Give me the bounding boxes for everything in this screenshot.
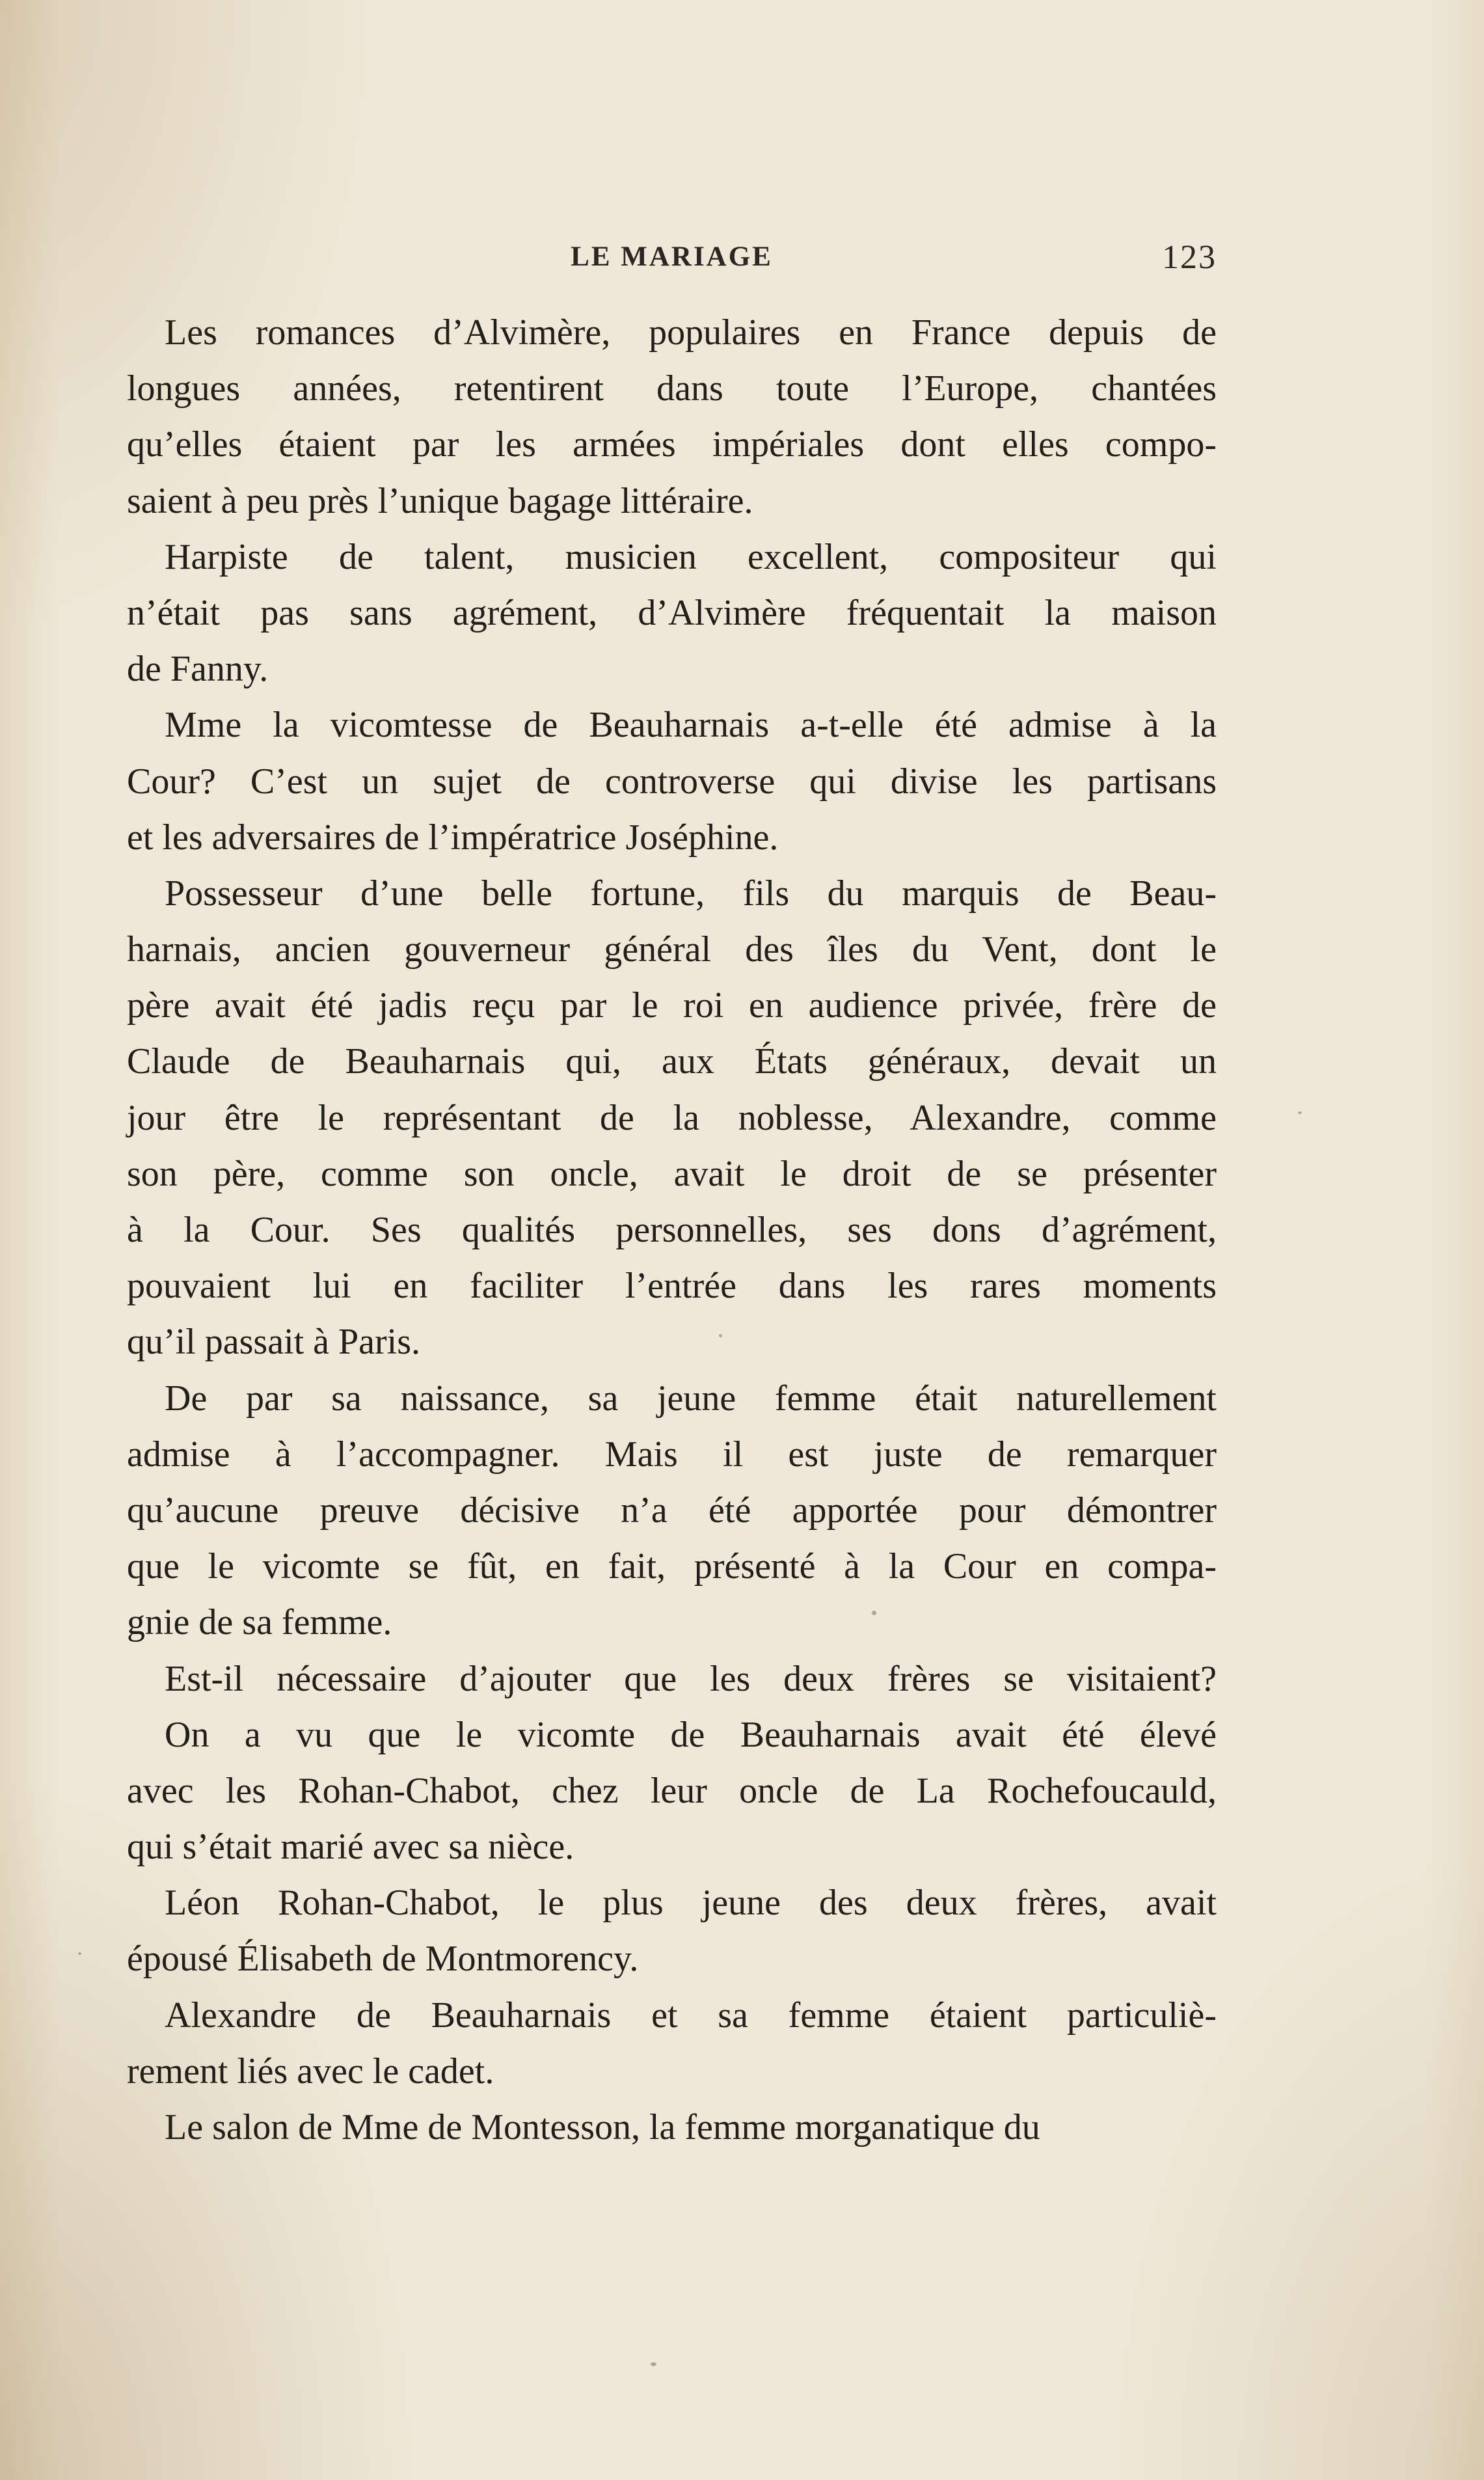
text-line: gnie de sa femme. xyxy=(127,1602,392,1643)
text-line: à la Cour. Ses qualités personnelles, ses dons d’agrément, xyxy=(127,1210,1217,1250)
text-line: Cour? C’est un sujet de controverse qui divise les partisans xyxy=(127,761,1217,802)
text-line: De par sa naissance, sa jeune femme était naturellement xyxy=(165,1378,1217,1419)
running-head xyxy=(127,241,1217,280)
text-line: qui s’était marié avec sa nièce. xyxy=(127,1827,574,1868)
text-line: pouvaient lui en faciliter l’entrée dans les rares moments xyxy=(127,1266,1217,1307)
text-line: saient à peu près l’unique bagage littéraire. xyxy=(127,480,753,521)
running-title: LE MARIAGE xyxy=(571,241,773,272)
paper-speck xyxy=(872,1611,876,1615)
text-line: et les adversaires de l’impératrice Joséphine. xyxy=(127,817,779,858)
text-line: jour être le représentant de la noblesse, Alexandre, comme xyxy=(127,1097,1217,1138)
text-line: Les romances d’Alvimère, populaires en France depuis de xyxy=(165,312,1217,353)
text-line: qu’elles étaient par les armées impériales dont elles compo- xyxy=(127,424,1217,465)
text-line: qu’aucune preuve décisive n’a été apportée pour démontrer xyxy=(127,1490,1217,1531)
body-text xyxy=(127,305,1217,2155)
text-line: père avait été jadis reçu par le roi en audience privée, frère de xyxy=(127,985,1217,1026)
text-line: admise à l’accompagner. Mais il est juste de remarquer xyxy=(127,1434,1217,1475)
text-line: harnais, ancien gouverneur général des îles du Vent, dont le xyxy=(127,929,1217,970)
text-line: qu’il passait à Paris. xyxy=(127,1322,421,1363)
text-line: Harpiste de talent, musicien excellent, compositeur qui xyxy=(165,536,1217,577)
text-line: épousé Élisabeth de Montmorency. xyxy=(127,1939,639,1980)
text-line: n’était pas sans agrément, d’Alvimère fréquentait la maison xyxy=(127,592,1217,633)
text-line: que le vicomte se fût, en fait, présenté à la Cour en compa- xyxy=(127,1546,1217,1587)
text-line: Alexandre de Beauharnais et sa femme étaient particuliè- xyxy=(165,1995,1217,2036)
page-number: 123 xyxy=(1162,239,1217,276)
text-line: Léon Rohan-Chabot, le plus jeune des deux frères, avait xyxy=(165,1883,1217,1924)
text-line: Claude de Beauharnais qui, aux États généraux, devait un xyxy=(127,1041,1217,1082)
text-line: rement liés avec le cadet. xyxy=(127,2051,494,2092)
text-line: avec les Rohan-Chabot, chez leur oncle de La Rochefoucauld, xyxy=(127,1770,1217,1811)
text-line: Mme la vicomtesse de Beauharnais a-t-elle été admise à la xyxy=(165,705,1217,746)
text-line: Le salon de Mme de Montesson, la femme morganatique du xyxy=(165,2107,1040,2147)
paper-speck xyxy=(651,2362,656,2366)
text-line: de Fanny. xyxy=(127,649,269,690)
paper-speck xyxy=(1298,1111,1302,1114)
text-line: Est-il nécessaire d’ajouter que les deux frères se visitaient? xyxy=(165,1658,1217,1699)
text-line: Possesseur d’une belle fortune, fils du marquis de Beau- xyxy=(165,873,1217,914)
text-line: longues années, retentirent dans toute l’Europe, chantées xyxy=(127,368,1217,409)
paper-speck xyxy=(78,1952,81,1955)
paper-speck xyxy=(719,1334,722,1337)
text-line: son père, comme son oncle, avait le droit de se présenter xyxy=(127,1153,1217,1194)
text-line: On a vu que le vicomte de Beauharnais avait été élevé xyxy=(165,1714,1217,1755)
